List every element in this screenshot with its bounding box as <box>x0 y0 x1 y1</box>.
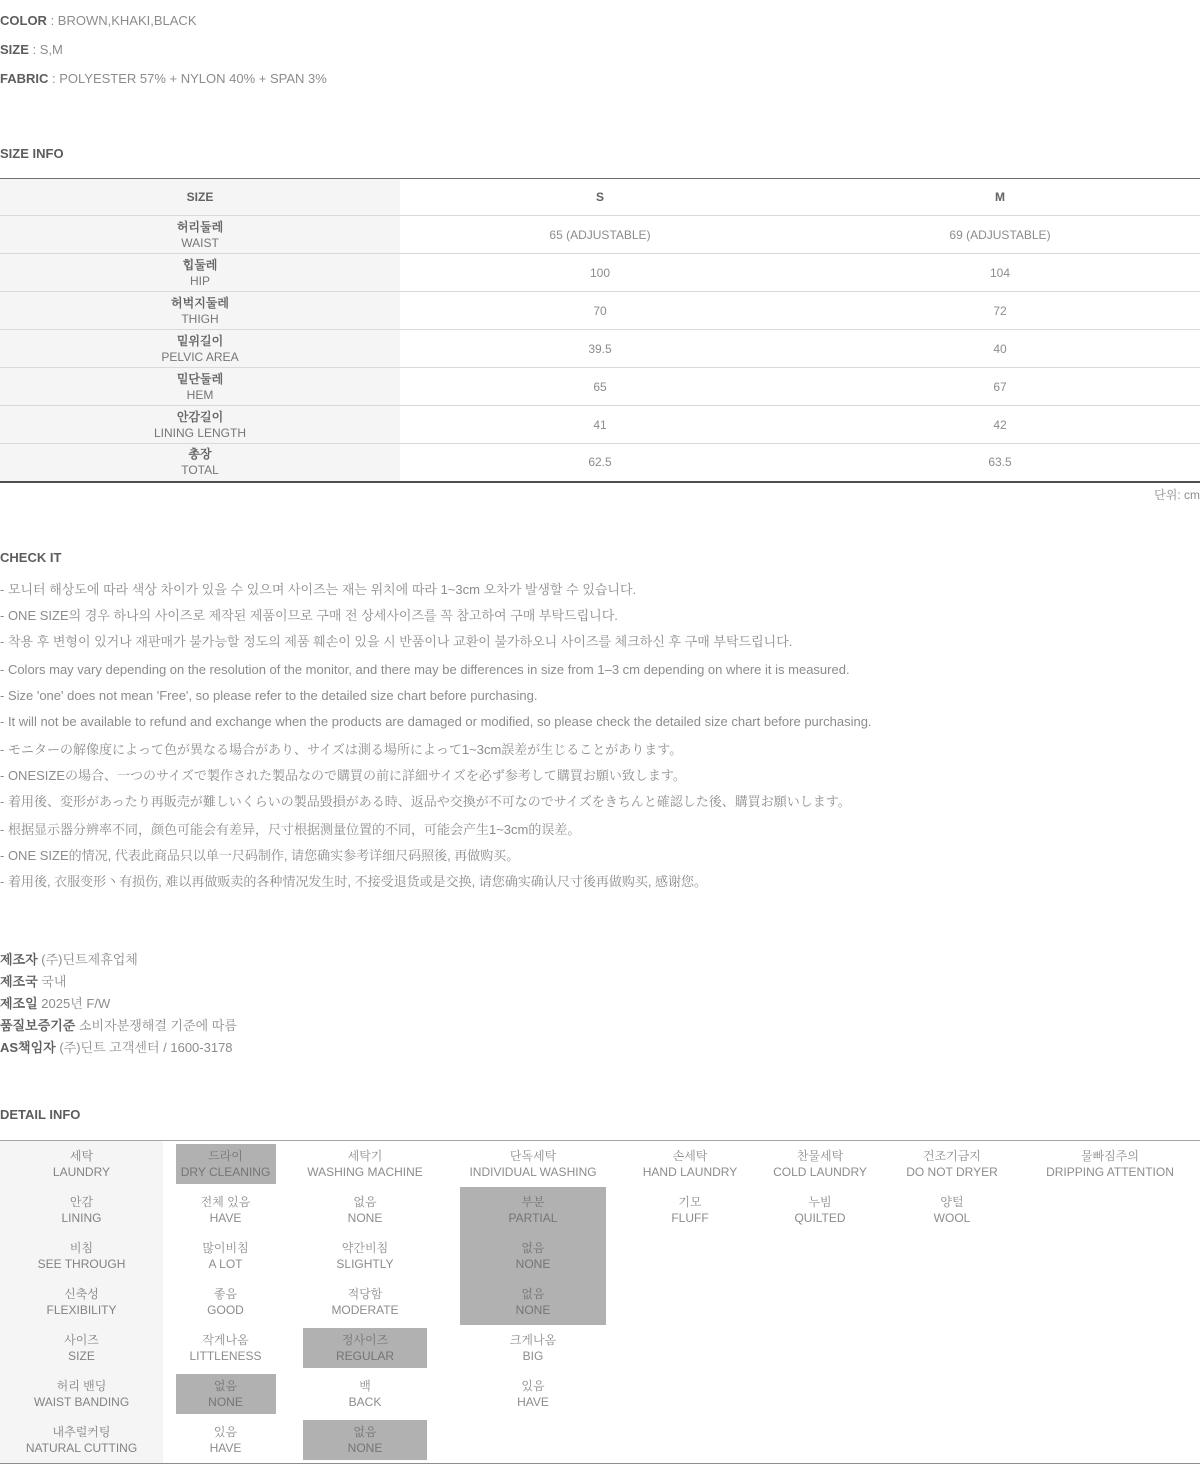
detail-option-empty <box>756 1371 884 1417</box>
detail-grid-row <box>0 1187 1200 1233</box>
detail-option-cell <box>624 1140 756 1187</box>
detail-option-en: NONE <box>347 1210 383 1225</box>
size-value-s: 39.5 <box>400 330 800 368</box>
detail-row-label <box>0 1233 163 1279</box>
check-it-group <box>0 737 1200 815</box>
size-table-row <box>0 216 1200 254</box>
detail-option-empty <box>1020 1325 1200 1371</box>
detail-option-cell <box>884 1187 1020 1233</box>
detail-option-cell <box>163 1140 288 1187</box>
detail-option <box>639 1148 741 1180</box>
size-table-row <box>0 406 1200 444</box>
detail-row-label-kr: 세탁 <box>69 1148 94 1163</box>
detail-row-label-kr: 비침 <box>69 1240 94 1255</box>
spec-label: FABRIC <box>0 71 49 86</box>
size-value-s: 70 <box>400 292 800 330</box>
detail-option-kr: 건조기금지 <box>923 1148 981 1163</box>
maker-value: (주)딘트제휴업체 <box>37 951 138 967</box>
detail-option-cell <box>163 1233 288 1279</box>
detail-option-kr: 찬물세탁 <box>796 1148 844 1163</box>
maker-label: 제조국 <box>0 973 38 989</box>
spec-value: S,M <box>39 42 63 57</box>
size-row-label-en: PELVIC AREA <box>161 349 239 364</box>
detail-option-kr: 좋음 <box>213 1286 238 1301</box>
check-it-paragraphs <box>0 565 1200 898</box>
detail-option-empty <box>756 1325 884 1371</box>
maker-line <box>0 993 1200 1015</box>
detail-option-wrap <box>884 1187 1020 1233</box>
detail-option-en: PARTIAL <box>508 1210 558 1225</box>
detail-option-en: HAVE <box>209 1440 242 1455</box>
detail-option-en: NONE <box>515 1256 551 1271</box>
detail-row-label-en: SIZE <box>68 1348 95 1363</box>
size-value-s: 62.5 <box>400 444 800 482</box>
detail-option-en: DRY CLEANING <box>180 1164 271 1179</box>
product-specs <box>0 0 1200 93</box>
detail-option-wrap <box>442 1187 624 1233</box>
check-it-line: - Size 'one' does not mean 'Free', so please refer to the detailed size chart before purchasing. <box>0 687 538 703</box>
maker-info <box>0 898 1200 1059</box>
detail-row-label-en: NATURAL CUTTING <box>25 1440 138 1455</box>
detail-option-wrap <box>163 1325 288 1371</box>
detail-option-en: BACK <box>348 1394 382 1409</box>
size-row-label-en: WAIST <box>181 235 219 250</box>
size-row-label <box>0 216 400 254</box>
detail-option-en: NONE <box>347 1440 383 1455</box>
detail-option-en: HAVE <box>209 1210 242 1225</box>
detail-option-wrap <box>756 1187 884 1233</box>
detail-option-kr: 전체 있음 <box>200 1194 251 1209</box>
detail-row-label-en: LAUNDRY <box>52 1164 111 1179</box>
size-table-row <box>0 368 1200 406</box>
detail-option-wrap <box>442 1233 624 1279</box>
detail-option-en: DO NOT DRYER <box>906 1164 998 1179</box>
spec-line <box>0 6 1200 35</box>
check-it-line: - 着用後、変形があったり再販売が難しいくらいの製品毀損がある時、返品や交換が不可なのでサイズをきちんと確認した後、購買お願いします。 <box>0 793 851 809</box>
detail-option-en: INDIVIDUAL WASHING <box>469 1164 597 1179</box>
detail-option-en: WOOL <box>933 1210 971 1225</box>
detail-option-empty <box>1020 1417 1200 1464</box>
detail-option-kr: 있음 <box>521 1378 545 1393</box>
maker-value: 국내 <box>37 973 67 989</box>
detail-grid-row <box>0 1417 1200 1464</box>
spec-label: COLOR <box>0 13 47 28</box>
detail-option-wrap <box>442 1371 624 1417</box>
size-value-m: 63.5 <box>800 444 1200 482</box>
detail-grid-row <box>0 1325 1200 1371</box>
detail-option-kr: 작게나옴 <box>202 1332 249 1347</box>
detail-option-selected <box>303 1420 426 1460</box>
detail-option <box>203 1286 248 1318</box>
detail-option-wrap <box>288 1279 442 1325</box>
detail-option-empty <box>884 1417 1020 1464</box>
detail-option-wrap <box>163 1187 288 1233</box>
detail-option-cell <box>442 1325 624 1371</box>
detail-option <box>465 1148 600 1180</box>
size-row-label-kr: 허벅지둘레 <box>171 295 229 310</box>
size-value-s: 100 <box>400 254 800 292</box>
check-it-line: - 착용 후 변형이 있거나 재판매가 불가능할 정도의 제품 훼손이 있을 시 반품이나 교환이 불가하오니 사이즈를 체크하신 후 구매 부탁드립니다. <box>0 633 793 649</box>
detail-option-cell <box>163 1187 288 1233</box>
detail-row-label <box>0 1417 163 1464</box>
detail-option-kr: 손세탁 <box>672 1148 708 1163</box>
detail-option-wrap <box>163 1141 288 1187</box>
detail-option <box>185 1332 265 1364</box>
detail-info-grid <box>0 1140 1200 1464</box>
detail-option-en: MODERATE <box>331 1302 399 1317</box>
detail-option-empty <box>884 1279 1020 1325</box>
detail-option-cell <box>756 1140 884 1187</box>
detail-row-label-en: LINING <box>61 1210 102 1225</box>
detail-option-wrap <box>624 1187 756 1233</box>
detail-option-wrap <box>442 1141 624 1187</box>
detail-option-wrap <box>624 1141 756 1187</box>
check-it-line: - It will not be available to refund and exchange when the products are damaged or modified, so please check the detailed size chart before purchasing. <box>0 713 872 729</box>
detail-option-cell <box>288 1325 442 1371</box>
detail-option-en: FLUFF <box>671 1210 709 1225</box>
detail-option-cell <box>288 1140 442 1187</box>
size-row-label <box>0 444 400 482</box>
detail-option-cell <box>163 1279 288 1325</box>
detail-option-kr: 기모 <box>678 1194 702 1209</box>
detail-grid-body <box>0 1140 1200 1463</box>
detail-option-cell <box>163 1371 288 1417</box>
maker-line <box>0 1015 1200 1037</box>
detail-option-en: A LOT <box>208 1256 243 1271</box>
size-row-label-en: HIP <box>189 273 210 288</box>
detail-option-en: BIG <box>522 1348 544 1363</box>
check-it-title: CHECK IT <box>0 549 62 565</box>
detail-option-cell <box>442 1140 624 1187</box>
size-value-m: 72 <box>800 292 1200 330</box>
detail-option-en: NONE <box>208 1394 243 1409</box>
detail-option-wrap <box>288 1141 442 1187</box>
check-it-line: - ONE SIZE的情况, 代表此商品只以单一尺码制作, 请您确实参考详细尺码照後, 再做购买。 <box>0 847 520 863</box>
detail-option-kr: 크게나옴 <box>509 1332 557 1347</box>
detail-option-wrap <box>288 1371 442 1417</box>
check-it-line: - 모니터 해상도에 따라 색상 차이가 있을 수 있으며 사이즈는 재는 위치에 따라 1~3cm 오차가 발생할 수 있습니다. <box>0 581 637 597</box>
detail-option <box>930 1194 975 1226</box>
maker-label: 제조자 <box>0 951 38 967</box>
detail-option-en: HAND LAUNDRY <box>642 1164 738 1179</box>
detail-option-kr: 적당함 <box>347 1286 383 1301</box>
size-table-row <box>0 254 1200 292</box>
detail-option-cell <box>624 1187 756 1233</box>
detail-option-kr: 없음 <box>521 1286 545 1301</box>
detail-row-label-en: WAIST BANDING <box>33 1394 130 1409</box>
detail-option-en: HAVE <box>517 1394 549 1409</box>
detail-option-kr: 없음 <box>521 1240 545 1255</box>
detail-row-label-kr: 사이즈 <box>64 1332 99 1347</box>
detail-option-kr: 양털 <box>940 1194 964 1209</box>
detail-option-cell <box>1020 1140 1200 1187</box>
detail-option-cell <box>288 1279 442 1325</box>
detail-option-cell <box>756 1187 884 1233</box>
detail-option-empty <box>624 1233 756 1279</box>
size-row-label <box>0 330 400 368</box>
detail-option <box>1042 1148 1178 1180</box>
spec-label: SIZE <box>0 42 29 57</box>
detail-option-empty <box>884 1371 1020 1417</box>
detail-option-empty <box>624 1371 756 1417</box>
detail-grid-row <box>0 1371 1200 1417</box>
detail-option-kr: 없음 <box>353 1194 377 1209</box>
check-it-line: - ONE SIZE의 경우 하나의 사이즈로 제작된 제품이므로 구매 전 상세사이즈를 꼭 참고하여 구매 부탁드립니다. <box>0 607 618 623</box>
size-row-label-kr: 밑위길이 <box>176 333 224 348</box>
size-value-m: 69 (ADJUSTABLE) <box>800 216 1200 254</box>
unit-note: 단위: cm <box>1154 487 1200 502</box>
maker-label: 제조일 <box>0 995 38 1011</box>
size-value-m: 42 <box>800 406 1200 444</box>
maker-value: (주)딘트 고객센터 / 1600-3178 <box>55 1039 233 1055</box>
detail-option <box>332 1240 397 1272</box>
detail-option-empty <box>1020 1233 1200 1279</box>
detail-option-kr: 많이비침 <box>202 1240 249 1255</box>
detail-option <box>197 1194 255 1226</box>
detail-option-kr: 누빔 <box>808 1194 832 1209</box>
detail-option-wrap <box>163 1417 288 1463</box>
detail-option-selected <box>176 1374 276 1414</box>
detail-option <box>506 1332 560 1364</box>
detail-option-empty <box>624 1279 756 1325</box>
detail-option-wrap <box>288 1325 442 1371</box>
detail-option-en: LITTLENESS <box>189 1348 262 1363</box>
maker-line <box>0 971 1200 993</box>
detail-option-empty <box>1020 1279 1200 1325</box>
detail-option-cell <box>288 1371 442 1417</box>
detail-option-empty <box>442 1417 624 1464</box>
detail-option-selected <box>460 1279 606 1325</box>
detail-option-wrap <box>163 1371 288 1417</box>
detail-option-cell <box>442 1371 624 1417</box>
check-it-group <box>0 657 1200 735</box>
detail-option-cell <box>884 1140 1020 1187</box>
detail-option-kr: 단독세탁 <box>509 1148 557 1163</box>
size-table-row <box>0 292 1200 330</box>
size-row-label-kr: 안감길이 <box>176 409 224 424</box>
size-row-label-kr: 밑단둘레 <box>176 371 224 386</box>
detail-option-kr: 없음 <box>353 1424 377 1439</box>
size-row-label <box>0 368 400 406</box>
detail-option-cell <box>288 1417 442 1464</box>
size-table-row <box>0 444 1200 482</box>
size-value-m: 104 <box>800 254 1200 292</box>
size-row-label-kr: 힙둘레 <box>182 257 218 272</box>
size-value-s: 41 <box>400 406 800 444</box>
detail-option-kr: 없음 <box>213 1378 238 1393</box>
check-it-group <box>0 577 1200 655</box>
detail-option-kr: 세탁기 <box>347 1148 383 1163</box>
size-value-s: 65 <box>400 368 800 406</box>
size-row-label <box>0 254 400 292</box>
size-value-m: 40 <box>800 330 1200 368</box>
size-value-m: 67 <box>800 368 1200 406</box>
detail-option <box>513 1378 553 1410</box>
detail-row-label-kr: 신축성 <box>64 1286 99 1301</box>
detail-option-kr: 정사이즈 <box>341 1332 389 1347</box>
detail-option-cell <box>288 1187 442 1233</box>
detail-option <box>790 1194 849 1226</box>
size-table <box>0 178 1200 483</box>
detail-option-wrap <box>288 1417 442 1463</box>
size-row-label <box>0 292 400 330</box>
size-table-body <box>0 216 1200 482</box>
detail-option-en: WASHING MACHINE <box>307 1164 423 1179</box>
spec-value: POLYESTER 57% + NYLON 40% + SPAN 3% <box>59 71 327 86</box>
detail-option-selected <box>460 1187 606 1233</box>
check-it-group <box>0 817 1200 895</box>
detail-row-label-en: SEE THROUGH <box>37 1256 126 1271</box>
size-table-header-row <box>0 179 1200 216</box>
detail-row-label <box>0 1187 163 1233</box>
detail-info-title: DETAIL INFO <box>0 1106 81 1122</box>
detail-option-wrap <box>163 1233 288 1279</box>
detail-option-en: NONE <box>515 1302 551 1317</box>
check-it-line: - 着用後, 衣服变形丶有损伤, 难以再做贩卖的各种情况发生时, 不接受退货或是交换, 请您确实确认尺寸後再做购买, 感谢您。 <box>0 873 708 889</box>
check-it-line: - 根据显示器分辨率不同，颜色可能会有差异，尺寸根据测量位置的不同，可能会产生1~3cm的误差。 <box>0 821 581 837</box>
detail-row-label <box>0 1279 163 1325</box>
detail-option-empty <box>624 1325 756 1371</box>
detail-option-empty <box>756 1417 884 1464</box>
detail-option-selected <box>303 1328 426 1368</box>
spec-separator: : <box>48 71 60 86</box>
maker-label: 품질보증기준 <box>0 1017 76 1033</box>
check-it-line: - Colors may vary depending on the resolution of the monitor, and there may be differences in size from 1–3 cm depending on where it is measured. <box>0 661 850 677</box>
maker-value: 2025년 F/W <box>37 995 111 1011</box>
detail-option-kr: 부분 <box>521 1194 545 1209</box>
spec-separator: : <box>46 13 58 28</box>
size-table-header-size: SIZE <box>0 179 400 216</box>
detail-option-kr: 드라이 <box>208 1148 243 1163</box>
check-it-line: - ONESIZEの場合、一つのサイズで製作された製品なので購買の前に詳細サイズを必ず参考して購買お願い致します。 <box>0 767 686 783</box>
detail-row-label-kr: 내추럴커팅 <box>52 1424 111 1439</box>
detail-option-kr: 백 <box>359 1378 371 1393</box>
detail-row-label-kr: 허리 밴딩 <box>56 1378 107 1393</box>
size-table-row <box>0 330 1200 368</box>
detail-option-cell <box>442 1187 624 1233</box>
detail-option-wrap <box>288 1233 442 1279</box>
detail-option <box>344 1194 387 1226</box>
spec-line <box>0 64 1200 93</box>
detail-option-kr: 있음 <box>213 1424 238 1439</box>
detail-option-selected <box>460 1233 606 1279</box>
maker-value: 소비자분쟁해결 기준에 따름 <box>75 1017 237 1033</box>
detail-grid-row <box>0 1140 1200 1187</box>
spec-value: BROWN,KHAKI,BLACK <box>57 13 197 28</box>
detail-grid-row <box>0 1233 1200 1279</box>
detail-option-empty <box>884 1233 1020 1279</box>
detail-option-en: GOOD <box>207 1302 244 1317</box>
detail-option-wrap <box>163 1279 288 1325</box>
size-row-label-en: TOTAL <box>181 463 219 478</box>
size-row-label-en: LINING LENGTH <box>153 425 246 440</box>
detail-option <box>667 1194 712 1226</box>
detail-grid-row <box>0 1279 1200 1325</box>
detail-option-cell <box>163 1325 288 1371</box>
detail-row-label-en: FLEXIBILITY <box>46 1302 117 1317</box>
detail-option-wrap <box>288 1187 442 1233</box>
detail-row-label-kr: 안감 <box>69 1194 94 1209</box>
detail-option-en: REGULAR <box>335 1348 394 1363</box>
size-row-label-en: THIGH <box>181 311 219 326</box>
size-row-label-kr: 총장 <box>188 447 212 462</box>
maker-label: AS책임자 <box>0 1039 56 1055</box>
detail-option-wrap <box>756 1141 884 1187</box>
detail-row-label <box>0 1371 163 1417</box>
detail-option <box>769 1148 871 1180</box>
size-row-label-en: HEM <box>186 387 214 402</box>
detail-option-empty <box>624 1417 756 1464</box>
detail-row-label <box>0 1325 163 1371</box>
detail-option-empty <box>884 1325 1020 1371</box>
detail-option <box>902 1148 1002 1180</box>
detail-option-en: SLIGHTLY <box>336 1256 394 1271</box>
detail-option-cell <box>442 1233 624 1279</box>
detail-option-en: COLD LAUNDRY <box>773 1164 867 1179</box>
detail-option-en: QUILTED <box>794 1210 846 1225</box>
detail-option <box>206 1424 246 1456</box>
check-it-line: - モニターの解像度によって色が異なる場合があり、サイズは測る場所によって1~3cm誤差が生じることがあります。 <box>0 741 683 757</box>
detail-option-kr: 물빠짐주의 <box>1081 1148 1139 1163</box>
detail-option-empty <box>1020 1371 1200 1417</box>
detail-option <box>327 1286 402 1318</box>
detail-option-wrap <box>442 1279 624 1325</box>
maker-line <box>0 949 1200 971</box>
size-row-label-kr: 허리둘레 <box>176 219 224 234</box>
size-table-header-s: S <box>595 190 604 204</box>
detail-row-label <box>0 1140 163 1187</box>
detail-option-empty <box>756 1279 884 1325</box>
size-table-header-m: M <box>995 190 1005 204</box>
detail-option-wrap <box>1020 1141 1200 1187</box>
size-row-label <box>0 406 400 444</box>
size-value-s: 65 (ADJUSTABLE) <box>400 216 800 254</box>
detail-option-wrap <box>442 1325 624 1371</box>
detail-option <box>303 1148 427 1180</box>
spec-line <box>0 35 1200 64</box>
detail-option <box>198 1240 252 1272</box>
detail-option-selected <box>176 1144 276 1184</box>
maker-line <box>0 1037 1200 1059</box>
detail-option-cell <box>163 1417 288 1464</box>
detail-option-empty <box>1020 1187 1200 1233</box>
spec-separator: : <box>28 42 40 57</box>
detail-option-cell <box>288 1233 442 1279</box>
detail-option-en: DRIPPING ATTENTION <box>1046 1164 1174 1179</box>
detail-option <box>345 1378 386 1410</box>
size-info-title: SIZE INFO <box>0 146 64 161</box>
detail-option-wrap <box>884 1141 1020 1187</box>
detail-option-kr: 약간비침 <box>341 1240 389 1255</box>
detail-option-cell <box>442 1279 624 1325</box>
detail-option-empty <box>756 1233 884 1279</box>
